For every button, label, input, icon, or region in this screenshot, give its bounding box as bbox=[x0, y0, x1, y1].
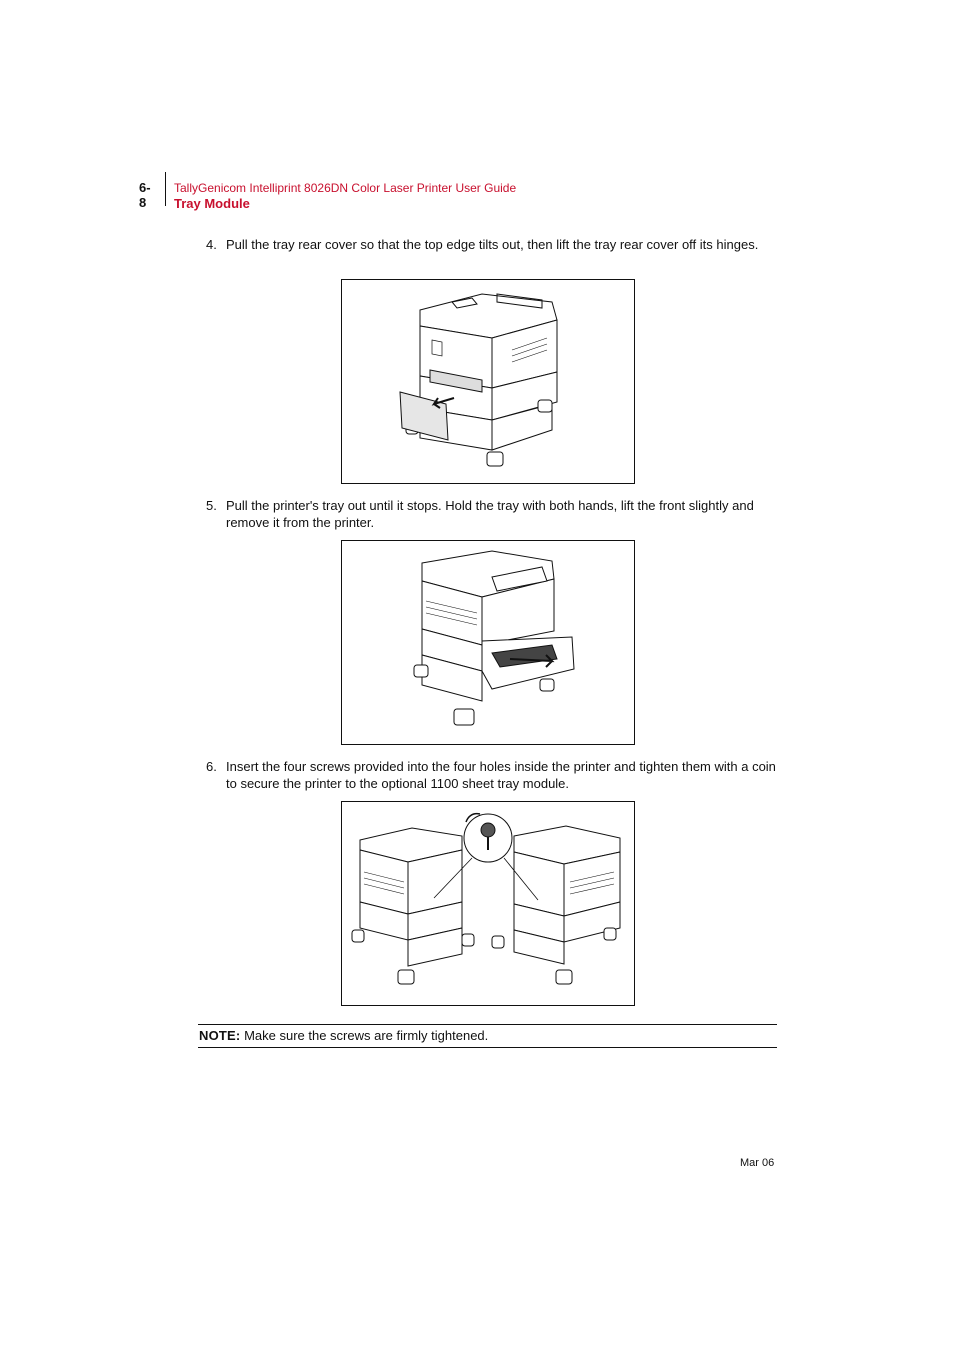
step-text: Insert the four screws provided into the four holes inside the printer and tighten them with a coin to secure the printer to the optional 1100 sheet tray module. bbox=[226, 759, 776, 791]
note-box bbox=[198, 1024, 777, 1048]
note-content bbox=[199, 1028, 488, 1043]
page-number: 6-8 bbox=[139, 180, 151, 210]
footer-date: Mar 06 bbox=[740, 1157, 775, 1169]
step-text: Pull the tray rear cover so that the top edge tilts out, then lift the tray rear cover off its hinges. bbox=[226, 237, 759, 252]
figure-pull-out-tray bbox=[341, 540, 635, 745]
printer-rear-cover-illustration bbox=[342, 280, 634, 483]
printer-tray-illustration bbox=[342, 541, 634, 744]
step-number: 4. bbox=[206, 237, 217, 252]
header-divider bbox=[165, 172, 166, 206]
figure-insert-screws bbox=[341, 801, 635, 1006]
figure-remove-rear-cover bbox=[341, 279, 635, 484]
step-text: Pull the printer's tray out until it stops. Hold the tray with both hands, lift the front slightly and remove it from the printer. bbox=[226, 498, 754, 530]
printer-screws-illustration bbox=[342, 802, 634, 1005]
note-text: Make sure the screws are firmly tightened. bbox=[240, 1028, 489, 1043]
section-title: Tray Module bbox=[174, 196, 250, 211]
step-6 bbox=[206, 758, 776, 792]
guide-title: TallyGenicom Intelliprint 8026DN Color Laser Printer User Guide bbox=[174, 181, 517, 195]
step-4 bbox=[206, 236, 776, 270]
step-number: 6. bbox=[206, 759, 217, 774]
step-5 bbox=[206, 497, 776, 531]
note-label: NOTE: bbox=[199, 1028, 241, 1043]
step-number: 5. bbox=[206, 498, 217, 513]
